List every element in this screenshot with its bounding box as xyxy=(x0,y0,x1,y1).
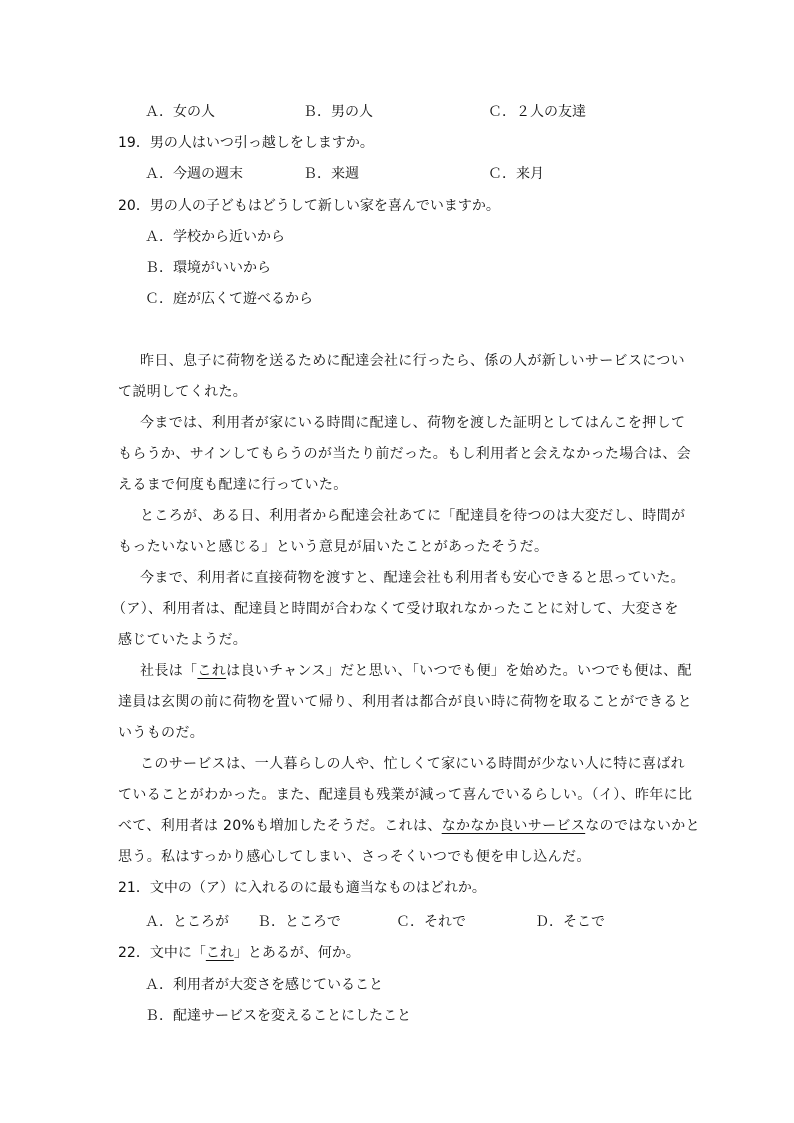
q22-underlined-kore: これ xyxy=(205,945,234,961)
q22-question xyxy=(118,943,360,963)
passage-line-16 xyxy=(118,816,700,836)
q22-option-a: Ａ．利用者が大変さを感じていること xyxy=(145,977,383,993)
q21-question: 21．文中の（ア）に入れるのに最も適当なものはどれか。 xyxy=(118,880,486,896)
q18-option-b: Ｂ．男の人 xyxy=(303,104,373,120)
q19-option-a: Ａ．今週の週末 xyxy=(145,166,243,182)
passage-line-6: ところが、ある日、利用者から配達会社あてに「配達員を待つのは大変だし、時間が xyxy=(140,508,686,524)
q18-option-a: Ａ．女の人 xyxy=(145,104,215,120)
passage-line-5: えるまで何度も配達に行っていた。 xyxy=(118,477,348,493)
passage-line-16-b: なのではないかと xyxy=(585,818,700,834)
passage-line-8: 今まで、利用者に直接荷物を渡すと、配達会社も利用者も安心できると思っていた。 xyxy=(140,570,686,586)
q20-option-c: Ｃ．庭が広くて遊べるから xyxy=(145,291,313,307)
passage-line-14: このサービスは、一人暮らしの人や、忙しくて家にいる時間が少ない人に特に喜ばれ xyxy=(140,756,686,772)
passage-line-11-a: 社長は「 xyxy=(140,663,198,679)
passage-line-11 xyxy=(140,661,692,681)
passage-line-10: 感じていたようだ。 xyxy=(118,632,248,648)
q21-option-c: Ｃ．それで xyxy=(396,914,466,930)
passage-line-2: て説明してくれた。 xyxy=(118,384,248,400)
passage-line-11-b: は良いチャンス」だと思い、「いつでも便」を始めた。いつでも便は、配 xyxy=(226,663,692,679)
passage-line-12: 達員は玄関の前に荷物を置いて帰り、利用者は都合が良い時に荷物を取ることができると xyxy=(118,694,692,710)
underlined-kore: これ xyxy=(197,663,227,679)
passage-line-15: ていることがわかった。また、配達員も残業が減って喜んでいるらしい。（イ）、昨年に比 xyxy=(118,787,693,803)
q21-option-a: Ａ．ところが xyxy=(145,914,229,930)
q19-option-c: Ｃ．来月 xyxy=(488,166,544,182)
q20-question: 20．男の人の子どもはどうして新しい家を喜んでいますか。 xyxy=(118,198,500,214)
q21-option-b: Ｂ．ところで xyxy=(257,914,341,930)
q18-option-c: Ｃ．２人の友達 xyxy=(488,104,586,120)
q19-question: 19．男の人はいつ引っ越しをしますか。 xyxy=(118,135,374,151)
q22-question-b: 」とあるが、何か。 xyxy=(233,945,360,961)
passage-line-9: （ア）、利用者は、配達員と時間が合わなくて受け取れなかったことに対して、大変さを xyxy=(112,601,679,617)
q20-option-b: Ｂ．環境がいいから xyxy=(145,260,271,276)
q21-option-d: Ｄ．そこで xyxy=(535,914,605,930)
passage-line-3: 今までは、利用者が家にいる時間に配達し、荷物を渡した証明としてはんこを押して xyxy=(140,415,686,431)
q19-option-b: Ｂ．来週 xyxy=(303,166,359,182)
q20-option-a: Ａ．学校から近いから xyxy=(145,229,285,245)
passage-line-1: 昨日、息子に荷物を送るために配達会社に行ったら、係の人が新しいサービスについ xyxy=(140,353,686,369)
passage-line-13: いうものだ。 xyxy=(118,725,205,741)
passage-line-4: もらうか、サインしてもらうのが当たり前だった。もし利用者と会えなかった場合は、会 xyxy=(118,446,692,462)
passage-line-7: もったいないと感じる」という意見が届いたことがあったそうだ。 xyxy=(118,539,549,555)
passage-line-16-a: べて、利用者は 20%も増加したそうだ。これは、 xyxy=(118,818,442,834)
q22-option-b: Ｂ．配達サービスを変えることにしたこと xyxy=(145,1008,411,1024)
underlined-good-service: なかなか良いサービス xyxy=(441,818,586,834)
passage-line-17: 思う。私はすっかり感心してしまい、さっそくいつでも便を申し込んだ。 xyxy=(118,849,591,865)
q22-question-a: 22．文中に「 xyxy=(118,945,206,961)
